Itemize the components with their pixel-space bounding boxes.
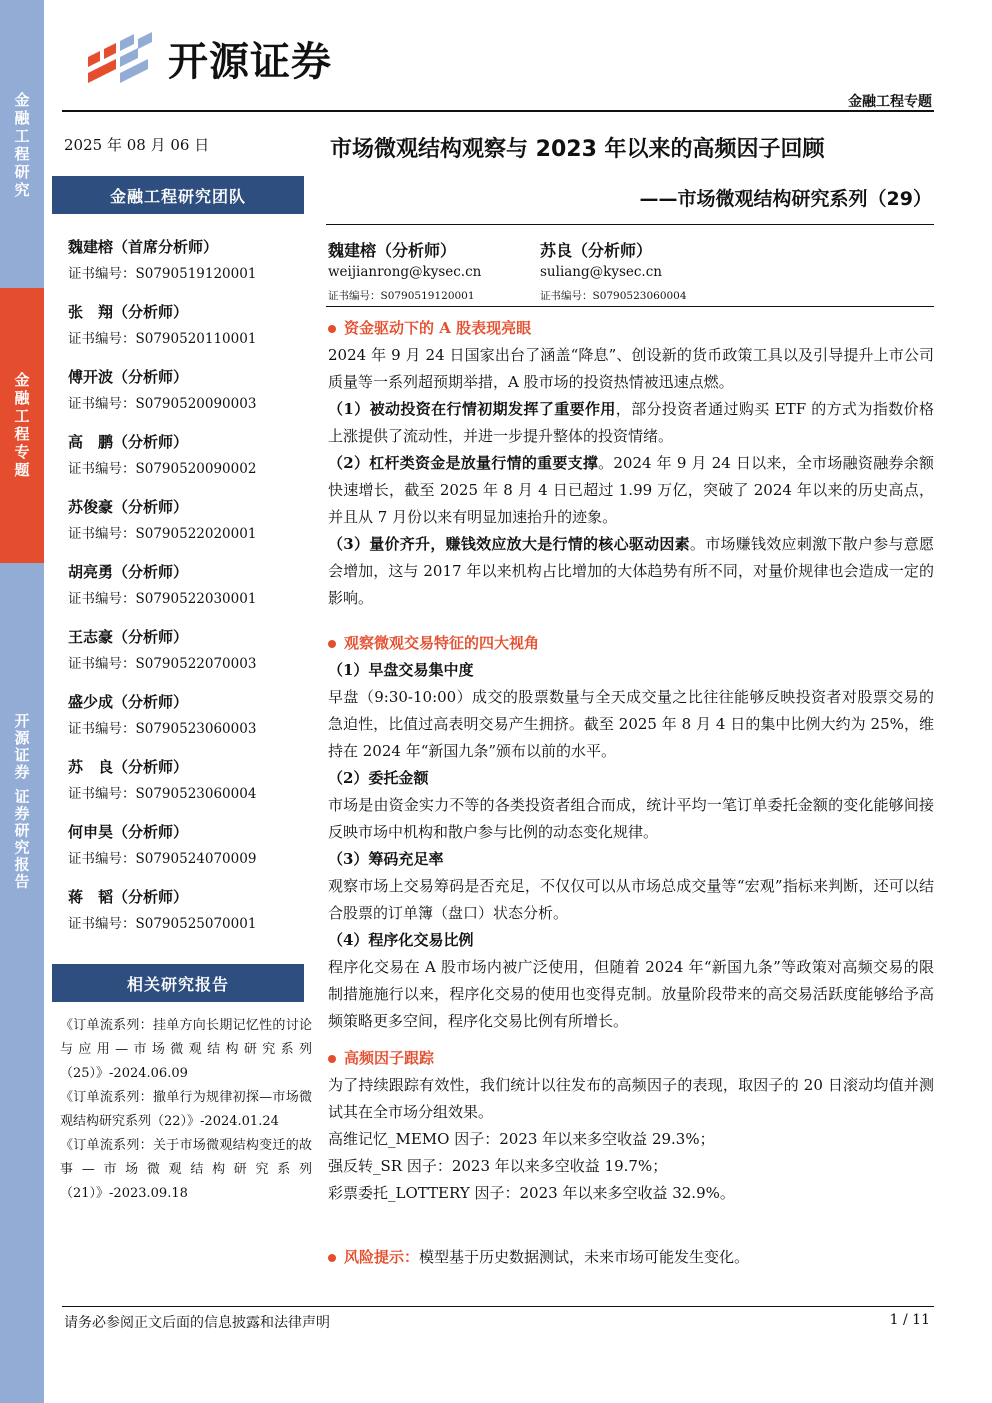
report-title: 市场微观结构观察与 2023 年以来的高频因子回顾 [330,137,825,162]
bullet-dot-icon [328,1254,336,1262]
analyst-name: 蒋 韬（分析师） [68,888,189,906]
analyst-entry [68,236,256,284]
analyst-cert: 证书编号：S0790522020001 [68,526,257,542]
analyst-name: 盛少成（分析师） [68,693,189,711]
analyst-entry [68,691,256,739]
related-reports-list [60,1014,312,1206]
analyst-entry [68,561,256,609]
key-point: （2）杠杆类资金是放量行情的重要支撑 [328,454,599,472]
key-point: （3）量价齐升，赚钱效应放大是行情的核心驱动因素 [328,535,690,553]
analyst-entry [68,496,256,544]
factor-line: 彩票委托_LOTTERY 因子：2023 年以来多空收益 32.9%。 [328,1184,735,1202]
report-subtitle: ——市场微观结构研究系列（29） [639,188,932,210]
risk-notice [328,1244,934,1271]
risk-label: 风险提示： [344,1248,420,1266]
section-heading-text: 观察微观交易特征的四大视角 [344,634,540,652]
analyst-entry [68,431,256,479]
logo-mark-icon [82,29,158,87]
header-divider [62,110,934,112]
key-point: （1）被动投资在行情初期发挥了重要作用 [328,400,616,418]
paragraph [328,531,934,612]
report-date: 2025 年 08 月 06 日 [64,136,210,154]
factor-line: 强反转_SR 因子：2023 年以来多空收益 19.7%； [328,1157,668,1175]
analyst-cert: 证书编号：S0790519120001 [68,266,257,282]
analyst-entry [68,821,256,869]
sub-heading: （3）筹码充足率 [328,850,444,868]
paragraph: 程序化交易在 A 股市场内被广泛使用，但随着 2024 年“新国九条”等政策对高频交易的限制措施施行以来，程序化交易的使用也变得克制。放量阶段带来的高交易活跃度能够给予高频策略更多空间，程序化交易比例有所增长。 [328,958,934,1030]
paragraph: 早盘（9:30-10:00）成交的股票数量与全天成交量之比往往能够反映投资者对股票交易的急迫性，比值过高表明交易产生拥挤。截至 2025 年 8 月 4 日的集中比例大约为 25%，维持在 2024 年“新国九条”颁布以前的水平。 [328,688,934,760]
related-report-link[interactable]: 《订单流系列：挂单方向长期记忆性的讨论与应用—市场微观结构研究系列（25）》-2024.06.09 [60,1018,312,1081]
author-email[interactable]: suliang@kysec.cn [540,264,662,280]
author-block [328,238,481,303]
analyst-entry [68,626,256,674]
analyst-name: 苏 良（分析师） [68,758,189,776]
analyst-cert: 证书编号：S0790520090003 [68,396,257,412]
side-strip-segment-topic [0,288,44,563]
author-name: 苏良（分析师） [540,241,653,260]
analyst-cert: 证书编号：S0790520090002 [68,461,257,477]
analyst-name: 傅开波（分析师） [68,368,189,386]
side-strip-label-topic: 金融工程专题 [12,372,31,480]
author-divider [326,306,934,307]
paragraph [328,396,934,450]
logo-text: 开源证券 [168,38,332,85]
analyst-name: 胡亮勇（分析师） [68,563,189,581]
analyst-name: 魏建榕（首席分析师） [68,238,219,256]
analyst-entry [68,301,256,349]
paragraph-text: 。2024 年 9 月 24 日以来，全市场融资融券余额快速增长，截至 2025 年 8 月 4 日已超过 1.99 万亿，突破了 2024 年以来的历史高点，并且从 7 月份以来有明显加速抬升的迹象。 [328,454,934,526]
sub-heading: （4）程序化交易比例 [328,931,474,949]
paragraph: 市场是由资金实力不等的各类投资者组合而成，统计平均一笔订单委托金额的变化能够间接反映市场中机构和散户参与比例的动态变化规律。 [328,796,934,841]
author-name: 魏建榕（分析师） [328,241,457,260]
bullet-dot-icon [328,1055,336,1063]
analyst-name: 王志豪（分析师） [68,628,189,646]
paragraph-text: 。市场赚钱效应刺激下散户参与意愿会增加，这与 2017 年以来机构占比增加的大体趋势有所不同，对量价规律也会造成一定的影响。 [328,535,934,607]
bullet-dot-icon [328,325,336,333]
analyst-name: 苏俊豪（分析师） [68,498,189,516]
paragraph: 观察市场上交易筹码是否充足，不仅仅可以从市场总成交量等“宏观”指标来判断，还可以结合股票的订单簿（盘口）状态分析。 [328,877,934,922]
risk-text: 模型基于历史数据测试，未来市场可能发生变化。 [419,1248,750,1266]
side-strip-label-report: 开源证券 证券研究报告 [12,713,31,891]
side-strip-segment-research [0,0,44,288]
section-heading [328,1045,934,1072]
footer-divider [62,1306,934,1307]
analyst-cert: 证书编号：S0790523060004 [68,786,257,802]
analyst-name: 何申昊（分析师） [68,823,189,841]
analyst-cert: 证书编号：S0790524070009 [68,851,257,867]
analyst-name: 张 翔（分析师） [68,303,189,321]
report-summary [328,315,934,1271]
analyst-cert: 证书编号：S0790525070001 [68,916,257,932]
team-section-title: 金融工程研究团队 [52,176,304,214]
author-cert: 证书编号：S0790523060004 [540,290,687,302]
author-email[interactable]: weijianrong@kysec.cn [328,264,482,280]
author-block [540,238,687,303]
title-divider [326,224,934,225]
bullet-dot-icon [328,640,336,648]
paragraph: 2024 年 9 月 24 日国家出台了涵盖“降息”、创设新的货币政策工具以及引导提升上市公司质量等一系列超预期举措，A 股市场的投资热情被迅速点燃。 [328,346,934,391]
page-number: 1 / 11 [889,1312,930,1328]
analyst-cert: 证书编号：S0790520110001 [68,331,257,347]
paragraph [328,450,934,531]
side-strip-segment-report [0,563,44,1403]
section-heading [328,630,934,657]
paragraph-text: ，部分投资者通过购买 ETF 的方式为指数价格上涨提供了流动性，并进一步提升整体的投资情绪。 [328,400,934,445]
analyst-cert: 证书编号：S0790523060003 [68,721,257,737]
paragraph: 为了持续跟踪有效性，我们统计以往发布的高频因子的表现，取因子的 20 日滚动均值并测试其在全市场分组效果。 [328,1076,934,1121]
related-report-link[interactable]: 《订单流系列：关于市场微观结构变迁的故事—市场微观结构研究系列（21）》-2023.09.18 [60,1138,312,1201]
section-heading-text: 资金驱动下的 A 股表现亮眼 [344,319,532,337]
section-heading [328,315,934,342]
author-cert: 证书编号：S0790519120001 [328,290,475,302]
analyst-cert: 证书编号：S0790522030001 [68,591,257,607]
sub-heading: （2）委托金额 [328,769,429,787]
section-heading-text: 高频因子跟踪 [344,1049,435,1067]
analyst-cert: 证书编号：S0790522070003 [68,656,257,672]
side-strip-label-research: 金融工程研究 [12,92,31,200]
spacer [328,1207,934,1234]
factor-line: 高维记忆_MEMO 因子：2023 年以来多空收益 29.3%； [328,1130,715,1148]
analyst-name: 高 鹏（分析师） [68,433,189,451]
analyst-entry [68,886,256,934]
related-report-link[interactable]: 《订单流系列：撤单行为规律初探—市场微观结构研究系列（22）》-2024.01.24 [60,1090,312,1129]
footer-disclaimer: 请务必参阅正文后面的信息披露和法律声明 [64,1315,330,1331]
report-category-tag: 金融工程专题 [848,94,932,110]
related-reports-title: 相关研究报告 [52,964,304,1002]
company-logo [82,26,332,90]
analyst-entry [68,366,256,414]
sub-heading: （1）早盘交易集中度 [328,661,474,679]
side-strip [0,0,44,1403]
analyst-entry [68,756,256,804]
